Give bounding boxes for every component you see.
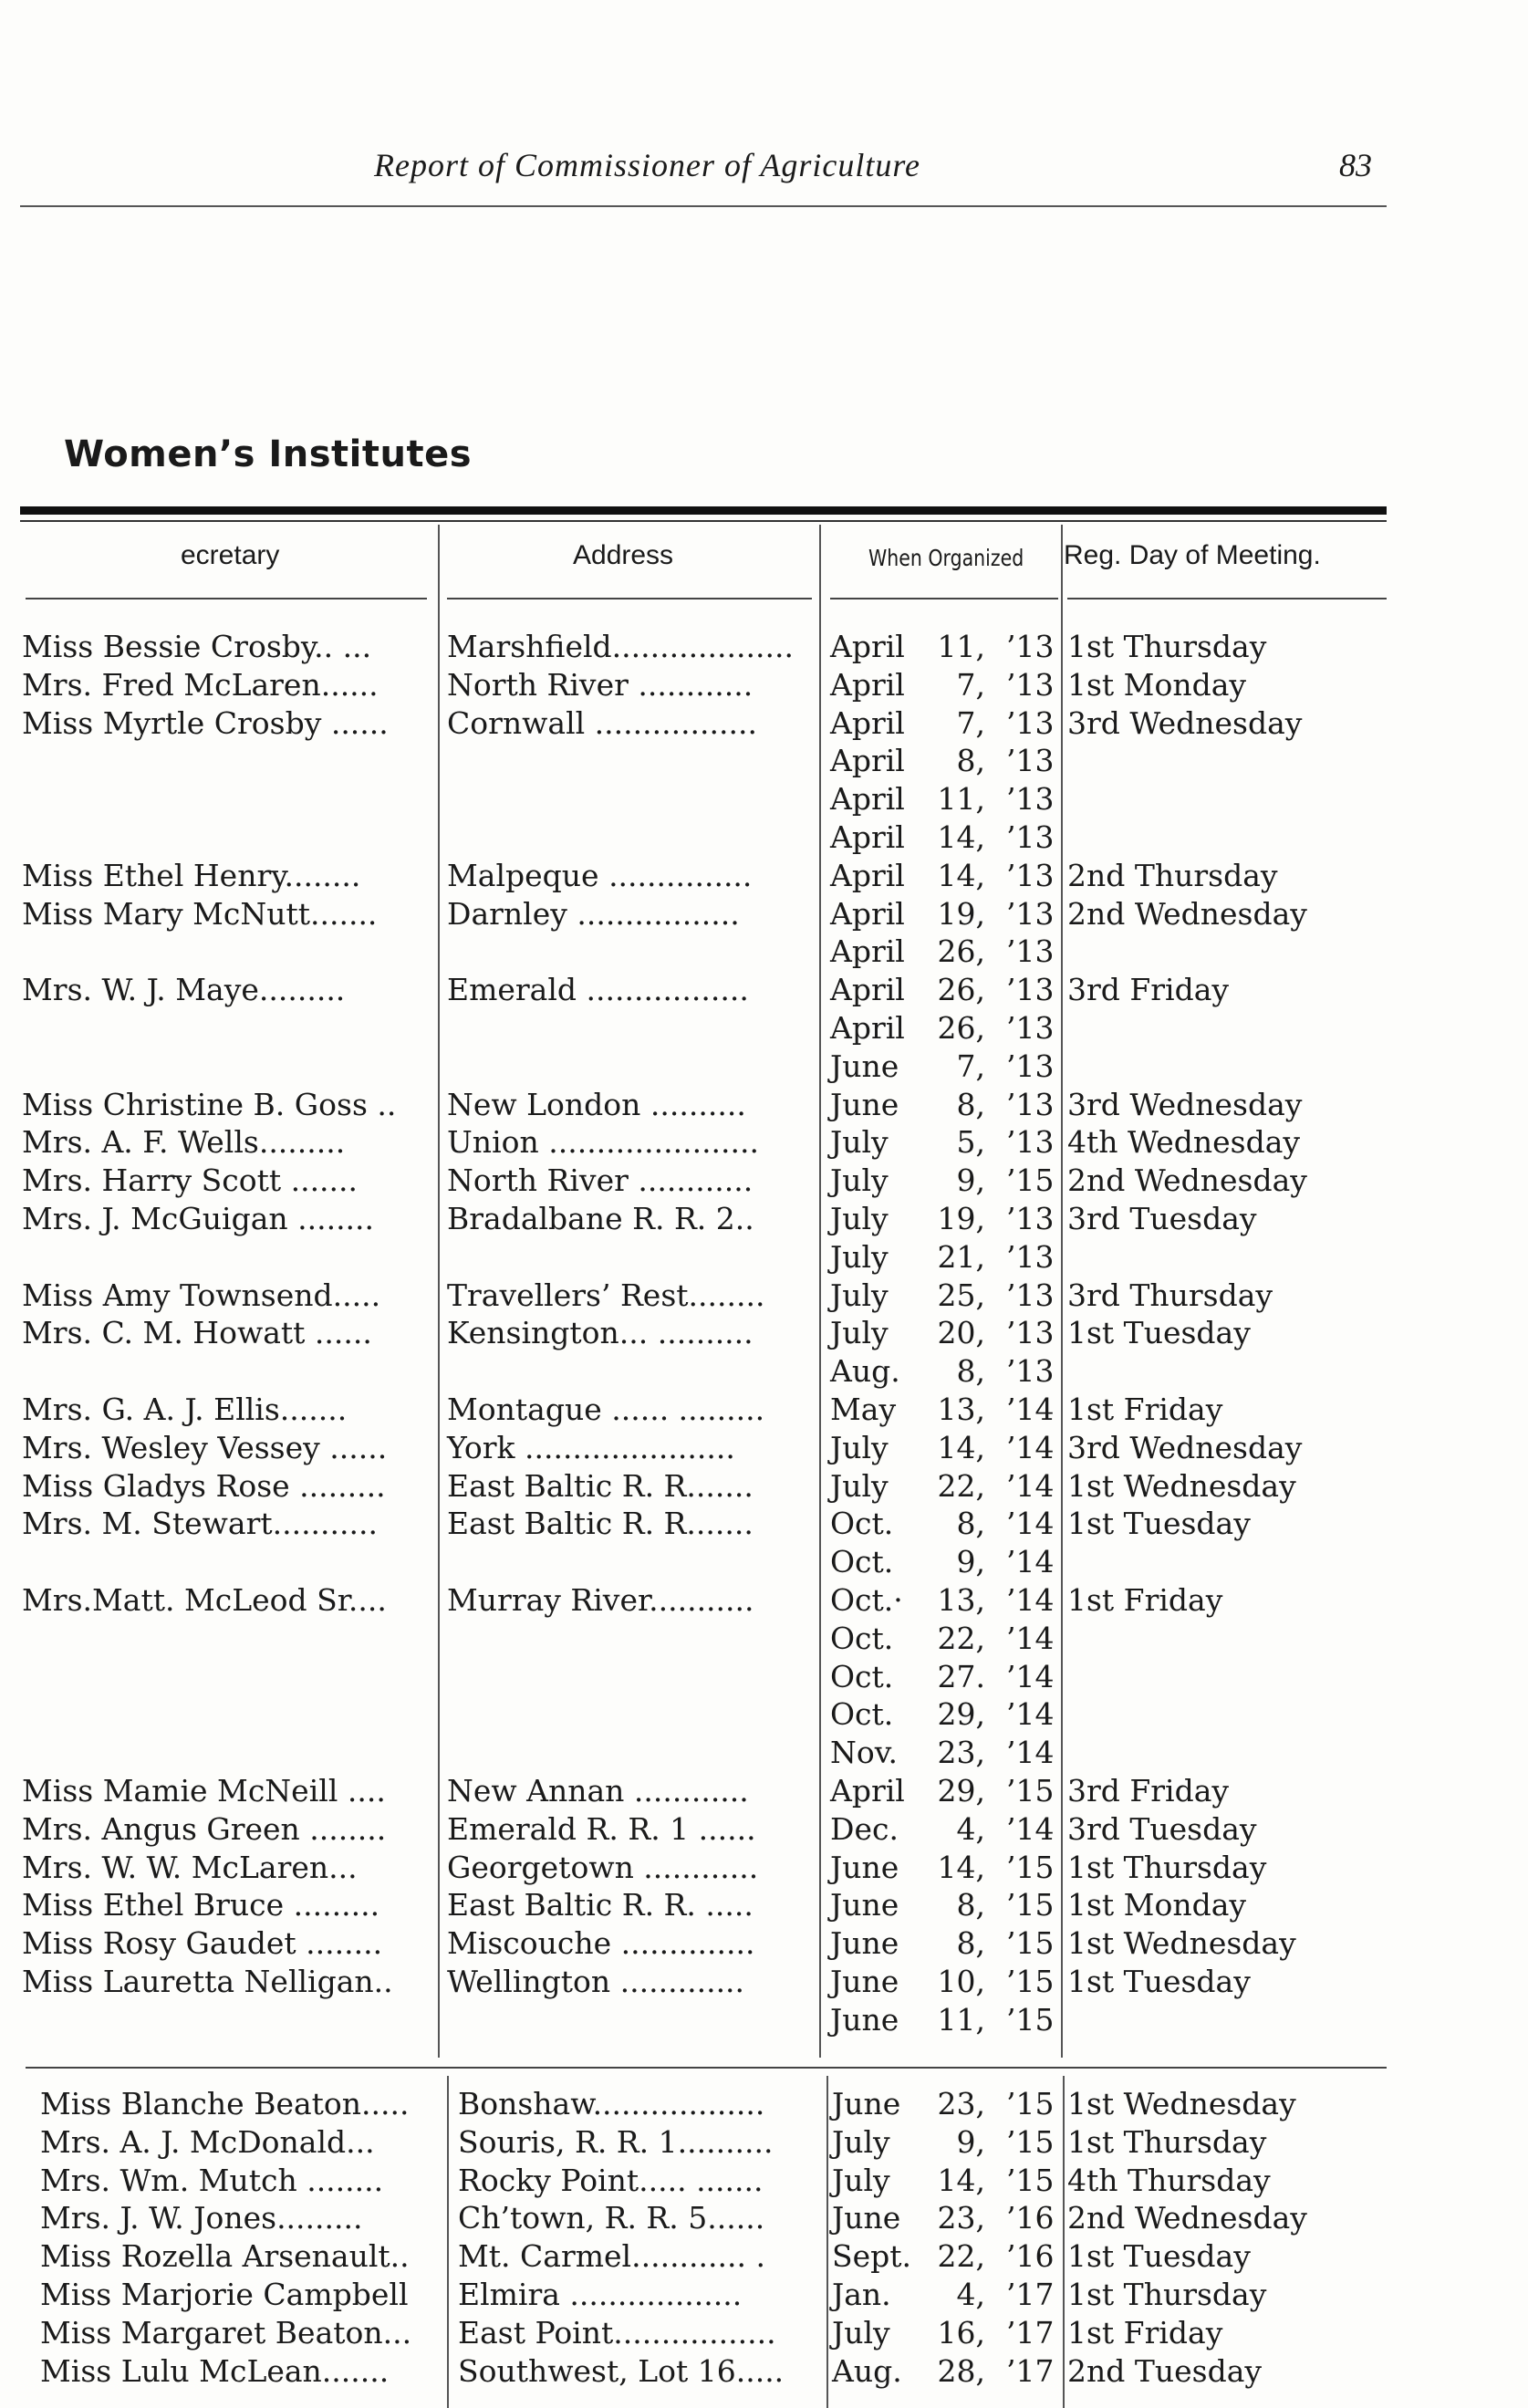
day-cell: 9, — [956, 1162, 985, 1199]
table-row — [0, 1048, 1528, 1086]
secretary-cell: Mrs.Matt. McLeod Sr.... — [22, 1582, 387, 1618]
year-cell: ’13 — [1006, 1277, 1055, 1313]
table-row — [0, 1162, 1528, 1200]
year-cell: ’15 — [1006, 2086, 1055, 2121]
table-row — [0, 1886, 1528, 1924]
month-cell: June — [830, 1964, 899, 1999]
month-cell: July — [830, 1238, 889, 1275]
year-cell: ’13 — [1006, 743, 1055, 779]
table-row — [0, 2162, 1528, 2200]
table-row — [0, 1810, 1528, 1849]
table-row — [0, 1123, 1528, 1162]
day-cell: 11, — [937, 781, 985, 818]
col-header-when-organized: When Organized — [868, 545, 1024, 571]
secretary-cell: Mrs. W. W. McLaren... — [22, 1849, 358, 1885]
day-cell: 13, — [937, 1582, 985, 1618]
day-cell: 29, — [937, 1696, 985, 1733]
address-cell: East Baltic R. R. ..... — [447, 1887, 754, 1923]
day-cell: 26, — [937, 1010, 985, 1046]
meeting-day-cell: 4th Thursday — [1067, 2162, 1271, 2198]
address-cell: Emerald ................. — [447, 972, 749, 1008]
year-cell: ’15 — [1006, 2001, 1055, 2038]
year-cell: ’13 — [1006, 1315, 1055, 1351]
address-cell: Murray River........... — [447, 1582, 754, 1618]
month-cell: Oct. — [830, 1620, 894, 1656]
year-cell: ’14 — [1006, 1582, 1055, 1618]
month-cell: July — [832, 2123, 890, 2160]
table-row — [0, 895, 1528, 933]
address-cell: Cornwall ................. — [447, 704, 757, 741]
table-row — [0, 1772, 1528, 1810]
address-cell: Malpeque ............... — [447, 857, 753, 893]
address-cell: East Baltic R. R....... — [447, 1467, 754, 1504]
month-cell: July — [830, 1467, 889, 1504]
day-cell: 28, — [937, 2352, 985, 2389]
secretary-cell: Miss Marjorie Campbell — [40, 2277, 409, 2312]
table-row — [0, 1658, 1528, 1696]
secretary-cell: Miss Blanche Beaton..... — [40, 2086, 410, 2121]
month-cell: April — [830, 933, 905, 970]
day-cell: 10, — [937, 1964, 985, 1999]
secretary-cell: Mrs. M. Stewart........... — [22, 1506, 378, 1542]
table-row — [0, 2085, 1528, 2123]
table-row — [0, 1391, 1528, 1429]
meeting-day-cell: 1st Friday — [1067, 1582, 1223, 1618]
secretary-cell: Mrs. Angus Green ........ — [22, 1810, 387, 1847]
secretary-cell: Mrs. Wm. Mutch ........ — [40, 2162, 384, 2198]
year-cell: ’15 — [1006, 1849, 1055, 1885]
meeting-day-cell: 1st Wednesday — [1067, 1467, 1296, 1504]
running-head-title: Report of Commissioner of Agriculture — [374, 147, 920, 183]
year-cell: ’13 — [1006, 629, 1055, 664]
table-row — [0, 2123, 1528, 2162]
table-row — [0, 1352, 1528, 1391]
table-row — [0, 1238, 1528, 1277]
col-header-secretary: ecretary — [181, 540, 280, 570]
table-row — [0, 2314, 1528, 2352]
table-row — [0, 2001, 1528, 2039]
day-cell: 14, — [937, 2162, 985, 2198]
year-cell: ’13 — [1006, 857, 1055, 893]
day-cell: 8, — [956, 1506, 985, 1542]
table-row — [0, 1543, 1528, 1581]
address-cell: Southwest, Lot 16..... — [458, 2352, 785, 2389]
table-row — [0, 2237, 1528, 2276]
month-cell: April — [830, 819, 905, 855]
month-cell: Oct. — [830, 1506, 894, 1542]
month-cell: July — [832, 2162, 890, 2198]
address-cell: Bradalbane R. R. 2.. — [447, 1201, 754, 1236]
secretary-cell: Miss Gladys Rose ......... — [22, 1467, 386, 1504]
day-cell: 22, — [937, 1620, 985, 1656]
month-cell: June — [832, 2086, 901, 2121]
address-cell: Montague ...... ......... — [447, 1392, 765, 1427]
section-rule — [26, 2067, 1387, 2069]
table-row — [0, 971, 1528, 1009]
address-cell: Souris, R. R. 1.......... — [458, 2123, 774, 2160]
table-row — [0, 704, 1528, 743]
day-cell: 7, — [956, 1048, 985, 1084]
month-cell: Nov. — [830, 1735, 898, 1771]
meeting-day-cell: 1st Wednesday — [1067, 1925, 1296, 1962]
table-row — [0, 1200, 1528, 1238]
table-row — [0, 1849, 1528, 1887]
header-underline-secretary — [26, 598, 427, 599]
secretary-cell: Miss Mary McNutt....... — [22, 895, 378, 932]
day-cell: 8, — [956, 1925, 985, 1962]
table-row — [0, 1505, 1528, 1543]
year-cell: ’13 — [1006, 1201, 1055, 1236]
month-cell: June — [830, 1048, 899, 1084]
year-cell: ’16 — [1006, 2238, 1055, 2275]
meeting-day-cell: 3rd Tuesday — [1067, 1201, 1257, 1236]
meeting-day-cell: 2nd Wednesday — [1067, 895, 1307, 932]
year-cell: ’16 — [1006, 2200, 1055, 2236]
col-header-reg-day: Reg. Day of Meeting. — [1064, 540, 1321, 570]
day-cell: 21, — [937, 1238, 985, 1275]
header-underline-reg-day — [1067, 598, 1387, 599]
month-cell: April — [830, 781, 905, 818]
year-cell: ’14 — [1006, 1735, 1055, 1771]
month-cell: April — [830, 857, 905, 893]
month-cell: April — [830, 704, 905, 741]
secretary-cell: Mrs. W. J. Maye......... — [22, 972, 346, 1008]
address-cell: Kensington... .......... — [447, 1315, 754, 1351]
year-cell: ’13 — [1006, 1086, 1055, 1122]
month-cell: May — [830, 1392, 897, 1427]
secretary-cell: Mrs. J. McGuigan ........ — [22, 1201, 375, 1236]
day-cell: 16, — [937, 2314, 985, 2351]
year-cell: ’14 — [1006, 1620, 1055, 1656]
year-cell: ’14 — [1006, 1429, 1055, 1465]
month-cell: Oct. — [830, 1696, 894, 1733]
meeting-day-cell: 1st Thursday — [1067, 2123, 1267, 2160]
address-cell: East Baltic R. R....... — [447, 1506, 754, 1542]
year-cell: ’14 — [1006, 1696, 1055, 1733]
secretary-cell: Mrs. G. A. J. Ellis....... — [22, 1392, 348, 1427]
meeting-day-cell: 1st Friday — [1067, 1392, 1223, 1427]
address-cell: East Point................. — [458, 2314, 776, 2351]
month-cell: April — [830, 972, 905, 1008]
year-cell: ’13 — [1006, 933, 1055, 970]
page-number: 83 — [1339, 147, 1372, 183]
month-cell: June — [830, 1925, 899, 1962]
address-cell: Miscouche .............. — [447, 1925, 755, 1962]
meeting-day-cell: 1st Monday — [1067, 666, 1247, 703]
table-row — [0, 1734, 1528, 1772]
month-cell: April — [830, 895, 905, 932]
col-header-address: Address — [573, 540, 674, 570]
month-cell: July — [832, 2314, 890, 2351]
year-cell: ’13 — [1006, 1048, 1055, 1084]
year-cell: ’13 — [1006, 1353, 1055, 1390]
day-cell: 11, — [937, 629, 985, 664]
address-cell: Union ...................... — [447, 1124, 760, 1161]
meeting-day-cell: 2nd Thursday — [1067, 857, 1278, 893]
meeting-day-cell: 3rd Thursday — [1067, 1277, 1273, 1313]
month-cell: Aug. — [830, 1353, 900, 1390]
table-row — [0, 1695, 1528, 1734]
secretary-cell: Mrs. Fred McLaren...... — [22, 666, 379, 703]
day-cell: 4, — [956, 1810, 985, 1847]
address-cell: New London .......... — [447, 1086, 746, 1122]
header-underline-address — [447, 598, 812, 599]
meeting-day-cell: 3rd Friday — [1067, 1773, 1230, 1809]
year-cell: ’13 — [1006, 1010, 1055, 1046]
secretary-cell: Miss Ethel Bruce ......... — [22, 1887, 380, 1923]
address-cell: Wellington ............. — [447, 1964, 745, 1999]
day-cell: 20, — [937, 1315, 985, 1351]
month-cell: July — [830, 1277, 889, 1313]
secretary-cell: Miss Amy Townsend..... — [22, 1277, 381, 1313]
month-cell: July — [830, 1429, 889, 1465]
day-cell: 8, — [956, 1086, 985, 1122]
table-row — [0, 1924, 1528, 1963]
year-cell: ’13 — [1006, 704, 1055, 741]
year-cell: ’14 — [1006, 1658, 1055, 1694]
day-cell: 4, — [956, 2277, 985, 2312]
meeting-day-cell: 3rd Wednesday — [1067, 1086, 1303, 1122]
year-cell: ’15 — [1006, 1887, 1055, 1923]
day-cell: 7, — [956, 666, 985, 703]
secretary-cell: Mrs. C. M. Howatt ...... — [22, 1315, 372, 1351]
year-cell: ’15 — [1006, 1925, 1055, 1962]
meeting-day-cell: 1st Wednesday — [1067, 2086, 1296, 2121]
day-cell: 9, — [956, 2123, 985, 2160]
month-cell: July — [830, 1162, 889, 1199]
secretary-cell: Miss Myrtle Crosby ...... — [22, 704, 389, 741]
meeting-day-cell: 3rd Wednesday — [1067, 704, 1303, 741]
meeting-day-cell: 1st Tuesday — [1067, 1506, 1251, 1542]
meeting-day-cell: 3rd Tuesday — [1067, 1810, 1257, 1847]
day-cell: 13, — [937, 1392, 985, 1427]
address-cell: Emerald R. R. 1 ...... — [447, 1810, 756, 1847]
table-row — [0, 1963, 1528, 2001]
address-cell: Travellers’ Rest........ — [447, 1277, 765, 1313]
table-row — [0, 628, 1528, 666]
title-thick-rule — [20, 506, 1387, 515]
month-cell: June — [830, 1849, 899, 1885]
meeting-day-cell: 2nd Tuesday — [1067, 2352, 1263, 2389]
day-cell: 27. — [937, 1658, 985, 1694]
day-cell: 14, — [937, 819, 985, 855]
month-cell: Oct. — [830, 1544, 894, 1580]
day-cell: 5, — [956, 1124, 985, 1161]
month-cell: Jan. — [832, 2277, 891, 2312]
meeting-day-cell: 3rd Friday — [1067, 972, 1230, 1008]
address-cell: North River ............ — [447, 1162, 754, 1199]
day-cell: 11, — [937, 2001, 985, 2038]
year-cell: ’13 — [1006, 1238, 1055, 1275]
year-cell: ’13 — [1006, 781, 1055, 818]
secretary-cell: Mrs. Wesley Vessey ...... — [22, 1429, 388, 1465]
year-cell: ’14 — [1006, 1467, 1055, 1504]
table-row — [0, 666, 1528, 704]
year-cell: ’14 — [1006, 1544, 1055, 1580]
day-cell: 22, — [937, 2238, 985, 2275]
header-rule — [20, 205, 1387, 207]
month-cell: Dec. — [830, 1810, 899, 1847]
table-row — [0, 1429, 1528, 1467]
meeting-day-cell: 1st Tuesday — [1067, 2238, 1251, 2275]
month-cell: June — [830, 2001, 899, 2038]
address-cell: Darnley ................. — [447, 895, 740, 932]
day-cell: 26, — [937, 972, 985, 1008]
meeting-day-cell: 2nd Wednesday — [1067, 2200, 1307, 2236]
month-cell: Oct. — [830, 1658, 894, 1694]
year-cell: ’13 — [1006, 895, 1055, 932]
secretary-cell: Miss Christine B. Goss .. — [22, 1086, 397, 1122]
table-row — [0, 857, 1528, 895]
secretary-cell: Mrs. Harry Scott ....... — [22, 1162, 359, 1199]
month-cell: April — [830, 629, 905, 664]
month-cell: June — [832, 2200, 901, 2236]
address-cell: Marshfield................... — [447, 629, 794, 664]
address-cell: New Annan ............ — [447, 1773, 749, 1809]
table-row — [0, 1581, 1528, 1620]
day-cell: 22, — [937, 1467, 985, 1504]
year-cell: ’14 — [1006, 1392, 1055, 1427]
month-cell: July — [830, 1315, 889, 1351]
meeting-day-cell: 1st Thursday — [1067, 1849, 1267, 1885]
year-cell: ’17 — [1006, 2314, 1055, 2351]
day-cell: 8, — [956, 1887, 985, 1923]
year-cell: ’13 — [1006, 819, 1055, 855]
table-row — [0, 1314, 1528, 1352]
secretary-cell: Miss Ethel Henry........ — [22, 857, 361, 893]
table-row — [0, 1086, 1528, 1124]
day-cell: 14, — [937, 857, 985, 893]
table-row — [0, 2199, 1528, 2237]
month-cell: July — [830, 1201, 889, 1236]
meeting-day-cell: 1st Thursday — [1067, 2277, 1267, 2312]
year-cell: ’15 — [1006, 2162, 1055, 2198]
page-title: Women’s Institutes — [64, 433, 473, 475]
secretary-cell: Miss Lauretta Nelligan.. — [22, 1964, 393, 1999]
day-cell: 14, — [937, 1429, 985, 1465]
month-cell: Aug. — [832, 2352, 902, 2389]
secretary-cell: Mrs. J. W. Jones......... — [40, 2200, 363, 2236]
address-cell: Mt. Carmel............ . — [458, 2238, 765, 2275]
address-cell: York ...................... — [447, 1429, 735, 1465]
month-cell: April — [830, 1773, 905, 1809]
day-cell: 25, — [937, 1277, 985, 1313]
year-cell: ’13 — [1006, 972, 1055, 1008]
address-cell: Elmira .................. — [458, 2277, 743, 2312]
meeting-day-cell: 1st Tuesday — [1067, 1315, 1251, 1351]
secretary-cell: Miss Margaret Beaton... — [40, 2314, 412, 2351]
secretary-cell: Miss Rozella Arsenault.. — [40, 2238, 410, 2275]
month-cell: Sept. — [832, 2238, 912, 2275]
day-cell: 19, — [937, 1201, 985, 1236]
day-cell: 23, — [937, 2086, 985, 2121]
address-cell: Bonshaw.................. — [458, 2086, 765, 2121]
year-cell: ’15 — [1006, 1964, 1055, 1999]
year-cell: ’13 — [1006, 666, 1055, 703]
day-cell: 8, — [956, 743, 985, 779]
month-cell: April — [830, 1010, 905, 1046]
month-cell: June — [830, 1887, 899, 1923]
table-row — [0, 933, 1528, 971]
table-row — [0, 1277, 1528, 1315]
table-row — [0, 1620, 1528, 1658]
year-cell: ’14 — [1006, 1506, 1055, 1542]
title-thin-rule — [20, 520, 1387, 522]
secretary-cell: Mrs. A. F. Wells......... — [22, 1124, 346, 1161]
secretary-cell: Miss Rosy Gaudet ........ — [22, 1925, 383, 1962]
secretary-cell: Miss Lulu McLean....... — [40, 2352, 390, 2389]
day-cell: 7, — [956, 704, 985, 741]
table-row — [0, 742, 1528, 780]
table-row — [0, 2276, 1528, 2314]
table-row — [0, 1009, 1528, 1048]
year-cell: ’15 — [1006, 2123, 1055, 2160]
meeting-day-cell: 1st Thursday — [1067, 629, 1267, 664]
meeting-day-cell: 1st Tuesday — [1067, 1964, 1251, 1999]
address-cell: North River ............ — [447, 666, 754, 703]
year-cell: ’14 — [1006, 1810, 1055, 1847]
month-cell: June — [830, 1086, 899, 1122]
meeting-day-cell: 3rd Wednesday — [1067, 1429, 1303, 1465]
day-cell: 23, — [937, 1735, 985, 1771]
address-cell: Georgetown ............ — [447, 1849, 759, 1885]
day-cell: 19, — [937, 895, 985, 932]
year-cell: ’17 — [1006, 2277, 1055, 2312]
table-row — [0, 2352, 1528, 2391]
day-cell: 9, — [956, 1544, 985, 1580]
day-cell: 23, — [937, 2200, 985, 2236]
header-underline-when — [830, 598, 1058, 599]
month-cell: April — [830, 743, 905, 779]
meeting-day-cell: 4th Wednesday — [1067, 1124, 1301, 1161]
meeting-day-cell: 2nd Wednesday — [1067, 1162, 1307, 1199]
secretary-cell: Miss Mamie McNeill .... — [22, 1773, 386, 1809]
table-row — [0, 818, 1528, 857]
address-cell: Ch’town, R. R. 5...... — [458, 2200, 765, 2236]
address-cell: Rocky Point..... ....... — [458, 2162, 764, 2198]
day-cell: 14, — [937, 1849, 985, 1885]
day-cell: 8, — [956, 1353, 985, 1390]
month-cell: April — [830, 666, 905, 703]
year-cell: ’15 — [1006, 1162, 1055, 1199]
secretary-cell: Miss Bessie Crosby.. ... — [22, 629, 372, 664]
day-cell: 29, — [937, 1773, 985, 1809]
table-row — [0, 780, 1528, 818]
month-cell: Oct.· — [830, 1582, 903, 1618]
day-cell: 26, — [937, 933, 985, 970]
year-cell: ’13 — [1006, 1124, 1055, 1161]
month-cell: July — [830, 1124, 889, 1161]
secretary-cell: Mrs. A. J. McDonald... — [40, 2123, 375, 2160]
year-cell: ’15 — [1006, 1773, 1055, 1809]
year-cell: ’17 — [1006, 2352, 1055, 2389]
meeting-day-cell: 1st Monday — [1067, 1887, 1247, 1923]
table-row — [0, 1467, 1528, 1506]
meeting-day-cell: 1st Friday — [1067, 2314, 1223, 2351]
